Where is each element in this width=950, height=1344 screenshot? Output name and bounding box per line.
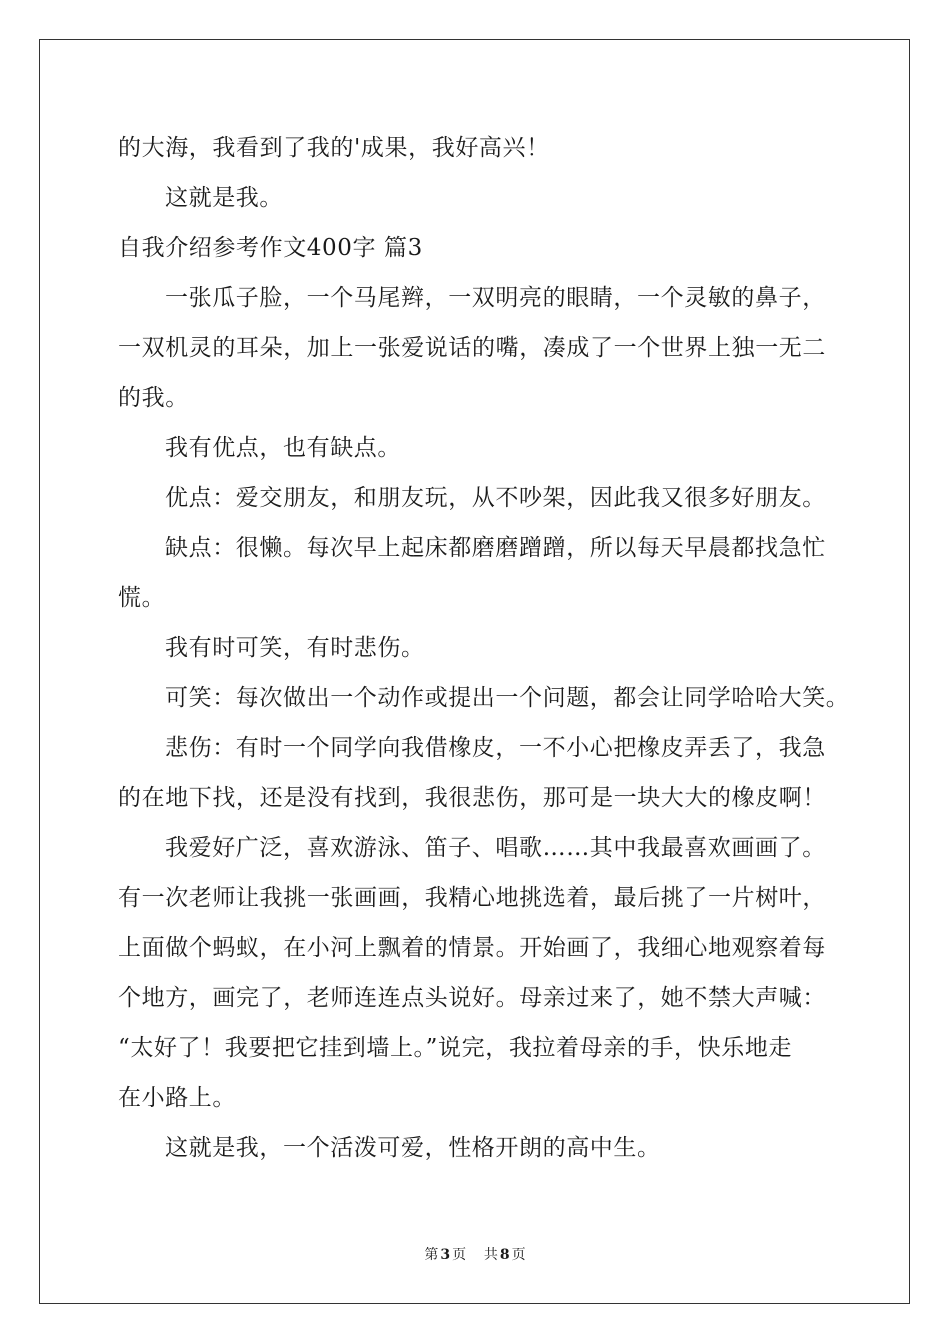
text-line-15: 我爱好广泛，喜欢游泳、笛子、唱歌……其中我最喜欢画画了。 xyxy=(165,835,826,861)
text-line-8: 优点：爱交朋友，和朋友玩，从不吵架，因此我又很多好朋友。 xyxy=(165,485,826,511)
text-line-16: 有一次老师让我挑一张画画，我精心地挑选着，最后挑了一片树叶， xyxy=(118,885,826,911)
section-heading: 自我介绍参考作文400字 篇3 xyxy=(118,235,423,261)
text-line-9: 缺点：很懒。每次早上起床都磨磨蹭蹭，所以每天早晨都找急忙 xyxy=(165,535,826,561)
text-line-14: 的在地下找，还是没有找到，我很悲伤，那可是一块大大的橡皮啊！ xyxy=(118,785,826,811)
total-pages: 8 xyxy=(499,1247,510,1263)
text-line-4: 一张瓜子脸，一个马尾辫，一双明亮的眼睛，一个灵敏的鼻子， xyxy=(165,285,826,311)
text-line-6: 的我。 xyxy=(118,385,189,411)
text-line-10: 慌。 xyxy=(118,585,166,611)
text-line-2: 这就是我。 xyxy=(165,185,283,211)
document-body xyxy=(118,123,848,1173)
text-line-1: 的大海，我看到了我的'成果，我好高兴！ xyxy=(118,135,550,161)
text-line-11: 我有时可笑，有时悲伤。 xyxy=(165,635,425,661)
page-footer xyxy=(0,1245,950,1265)
text-line-19: “太好了！我要把它挂到墙上。”说完，我拉着母亲的手，快乐地走 xyxy=(118,1035,793,1061)
text-line-17: 上面做个蚂蚁，在小河上飘着的情景。开始画了，我细心地观察着每 xyxy=(118,935,826,961)
total-prefix: 共 xyxy=(483,1247,498,1263)
text-line-7: 我有优点，也有缺点。 xyxy=(165,435,401,461)
text-line-12: 可笑：每次做出一个动作或提出一个问题，都会让同学哈哈大笑。 xyxy=(165,685,850,711)
text-line-18: 个地方，画完了，老师连连点头说好。母亲过来了，她不禁大声喊： xyxy=(118,985,826,1011)
text-line-21: 这就是我，一个活泼可爱，性格开朗的高中生。 xyxy=(165,1135,661,1161)
text-line-13: 悲伤：有时一个同学向我借橡皮，一不小心把橡皮弄丢了，我急 xyxy=(165,735,826,761)
text-line-20: 在小路上。 xyxy=(118,1085,236,1111)
text-line-5: 一双机灵的耳朵，加上一张爱说话的嘴，凑成了一个世界上独一无二 xyxy=(118,335,826,361)
page-suffix: 页 xyxy=(452,1247,467,1263)
page-number: 3 xyxy=(440,1247,451,1263)
total-suffix: 页 xyxy=(511,1247,526,1263)
page-prefix: 第 xyxy=(424,1247,439,1263)
